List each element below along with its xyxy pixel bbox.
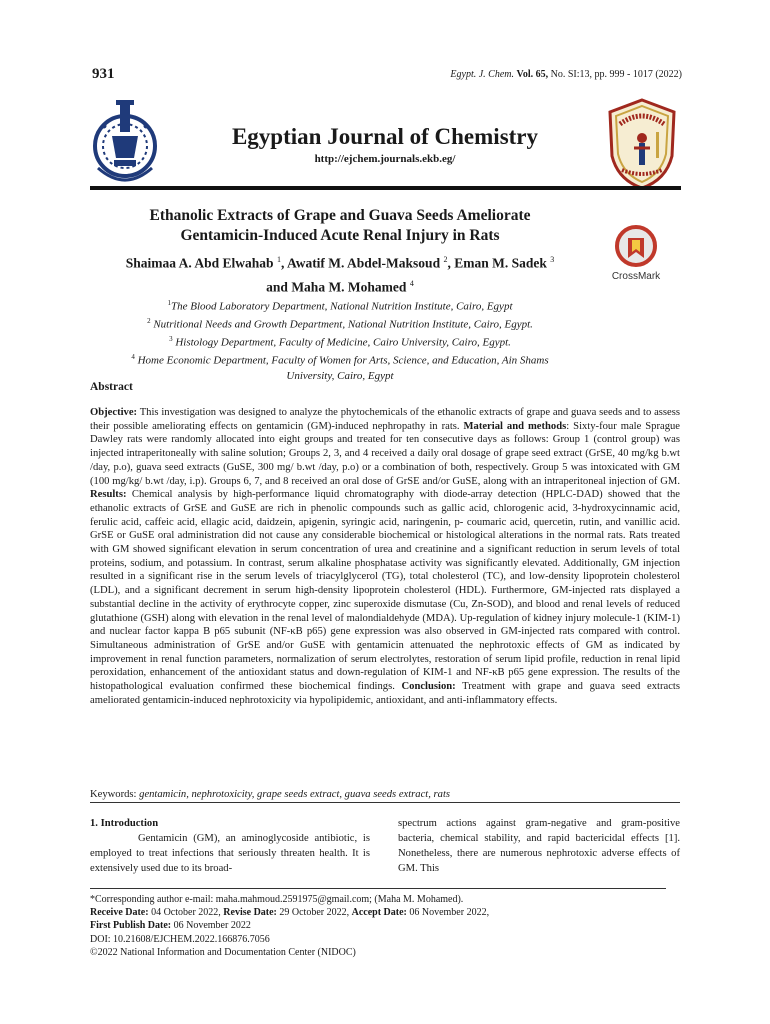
journal-emblem-icon: [90, 96, 160, 192]
corresponding-author: *Corresponding author e-mail: maha.mahmoud.2591975@gmail.com; (Maha M. Mohamed).: [90, 894, 464, 905]
accept-label: Accept Date:: [351, 907, 407, 919]
intro-paragraph: Gentamicin (GM), an aminoglycoside antibiotic, is employed to treat infections that seriously threaten health. It is extensively used due to its broad-: [90, 833, 370, 874]
publish-date: 06 November 2022: [171, 920, 251, 932]
affiliation-text: The Blood Laboratory Department, National Nutrition Institute, Cairo, Egypt: [170, 300, 513, 313]
revise-date: 29 October 2022,: [276, 907, 352, 919]
author-list: [90, 250, 590, 297]
author-name: , Eman M. Sadek: [447, 255, 547, 271]
receive-date: 04 October 2022,: [148, 907, 224, 919]
author-affil-mark: 3: [550, 255, 555, 264]
affiliation: [90, 350, 590, 368]
results-text: Chemical analysis by high-performance liquid chromatography with diode-array detection (HPLC-DAD) showed that the ethanolic extracts of GrSE and GuSE are rich in phenolic compounds such as gallic acid, chlorogenic acid, 3-hydroxycinnamic acid, ferulic acid, caffeic acid, ellagic acid, daidzein, apigenin, syringic acid, naringenin, p- coumaric acid, quercetin, rutin, and vanillic acid. GrSE or GuSE oral administration did not cause any considerable biochemical or histological alterations in the normal rats. Rats treated with GM showed significant elevation in serum concentration of urea and creatinine and a significant reduction in serum levels of total proteins, sodium, and potassium. In contrast, serum alkaline phosphatase activity was significantly elevated. Additionally, GM injection resulted in a significant rise in the serum levels of triacylglycerol (TG), total cholesterol (TC), and low-density lipoprotein cholesterol (LDL), and a significant decrement in serum high-density lipoprotein cholesterol (HDL). Furthermore, GM-injected rats displayed a substantial decline in the activity of erythrocyte copper, zinc superoxide dismutase (Cu, Zn-SOD), and blood and renal levels of reduced glutathione (GSH) along with elevation in the renal level of malondialdehyde (MDA). Up-regulation of kidney injury molecule-1 (KIM-1) and nuclear factor kappa B p65 subunit (NF-κB p65) gene expression was also observed in GM-injected rats compared with control. Simultaneous administration of GrSE and/or GuSE with gentamicin attenuated the nephrotoxic effects of GM as indicated by improvement in renal function parameters, normalization of serum electrolytes, restoration of serum lipid profile, reduction in renal lipid peroxidation, enhancement of the antioxidant status and down-regulation of KIM-1 and NF-κB p65 gene expression. The results of the histopathological evaluation confirmed these biochemical findings.: [90, 489, 680, 693]
doi[interactable]: DOI: 10.21608/EJCHEM.2022.166876.7056: [90, 933, 270, 945]
affiliation-text: Nutritional Needs and Growth Department, National Nutrition Institute, Cairo, Egypt.: [150, 318, 533, 331]
affil-mark: 2: [147, 317, 151, 326]
keywords: [90, 789, 680, 800]
affiliation-continued: University, Cairo, Egypt: [286, 369, 394, 382]
journal-url[interactable]: http://ejchem.journals.ekb.eg/: [314, 153, 456, 165]
author-name: Shaimaa A. Abd Elwahab: [125, 255, 274, 271]
article-title-line: Ethanolic Extracts of Grape and Guava Seeds Ameliorate: [149, 207, 531, 224]
keywords-label: Keywords:: [90, 789, 140, 800]
section-heading: 1. Introduction: [90, 818, 159, 829]
objective-label: Objective:: [90, 407, 138, 418]
affil-mark: 1: [167, 299, 171, 307]
author-affil-mark: 2: [443, 255, 448, 264]
crossmark-icon[interactable]: [606, 224, 666, 284]
copyright: ©2022 National Information and Documentation Center (NIDOC): [90, 946, 356, 958]
affiliation: [90, 332, 590, 350]
abstract-heading: Abstract: [90, 381, 133, 393]
citation-details: No. SI:13, pp. 999 - 1017 (2022): [550, 69, 682, 80]
author-name: , Awatif M. Abdel-Maksoud: [280, 255, 441, 271]
publish-date-line: [90, 919, 680, 932]
chemical-society-seal-icon: [606, 98, 678, 190]
keywords-list: gentamicin, nephrotoxicity, grape seeds extract, guava seeds extract, rats: [139, 789, 451, 800]
intro-right-column: [398, 816, 680, 876]
author-line: [90, 250, 590, 274]
crossmark-label: CrossMark: [611, 271, 661, 282]
affiliation-text: Home Economic Department, Faculty of Women for Arts, Science, and Education, Ain Shams: [134, 355, 549, 368]
article-dates: [90, 906, 680, 919]
abstract-body: [90, 406, 680, 707]
keywords-rule: [90, 802, 680, 803]
revise-label: Revise Date:: [223, 907, 277, 919]
objective-text: This investigation was designed to analyze the phytochemicals of the ethanolic extracts of grape and guava seeds and to assess their possible ameliorating effects on gentamicin (GM)-induced nephropathy in rats.: [90, 407, 680, 432]
affiliation-text: Histology Department, Faculty of Medicine, Cairo University, Cairo, Egypt.: [172, 336, 511, 349]
citation-volume: Vol. 65,: [516, 69, 549, 80]
journal-title: Egyptian Journal of Chemistry: [231, 124, 539, 149]
author-line: [90, 274, 590, 298]
footnote: [90, 893, 680, 959]
affiliation: [90, 296, 590, 314]
conclusion-label: Conclusion:: [401, 681, 456, 693]
citation-journal: Egypt. J. Chem.: [450, 69, 515, 80]
journal-citation: [450, 69, 682, 80]
accept-date: 06 November 2022,: [406, 907, 490, 919]
article-title: [90, 206, 590, 246]
affil-mark: 4: [131, 353, 135, 362]
article-title-line: Gentamicin-Induced Acute Renal Injury in Rats: [180, 227, 500, 244]
results-label: Results:: [90, 489, 127, 501]
intro-left-column: [90, 816, 370, 876]
footnote-rule: [90, 888, 666, 889]
publish-label: First Publish Date:: [90, 920, 172, 932]
intro-paragraph-continued: spectrum actions against gram-negative and gram-positive bacteria, chemical stability, and rapid bactericidal effects [1]. Nonetheless, there are numerous nephrotoxic adverse effects of GM. This: [398, 818, 680, 874]
author-name: and Maha M. Mohamed: [266, 279, 407, 294]
conclusion-text: Treatment with grape and guava seed extracts ameliorated gentamicin-induced nephrotoxicity via hypolipidemic, antioxidant, and anti-inflammatory effects.: [90, 681, 680, 706]
author-affil-mark: 1: [276, 255, 281, 264]
methods-label: Material and methods: [463, 420, 567, 432]
affil-mark: 3: [169, 335, 173, 344]
receive-label: Receive Date:: [90, 907, 149, 919]
page-number: 931: [92, 66, 115, 82]
affiliation: [90, 314, 590, 332]
header-rule: [90, 186, 681, 190]
author-affil-mark: 4: [409, 278, 414, 288]
affiliations: [90, 296, 590, 383]
methods-text: : Sixty-four male Sprague Dawley rats were randomly allocated into eight groups and treated for ten consecutive days as follows: Group 1 (control group) was injected intraperitoneally with saline solution; Groups 2, 3, and 4 received a daily oral dosage of grape seed extract (GrSE, 40 mg/kg b.wt /day, p.o), guava seed extracts (GuSE, 300 mg/ b.wt /day, p.o) or a combination of both, respectively. Group 5 was intoxicated with GM (100 mg/kg/ b.wt /day, i.p). Groups 6, 7, and 8 received an oral dose of GrSE and/or GuSE, along with an intraperitoneal injection of GM.: [90, 420, 680, 487]
